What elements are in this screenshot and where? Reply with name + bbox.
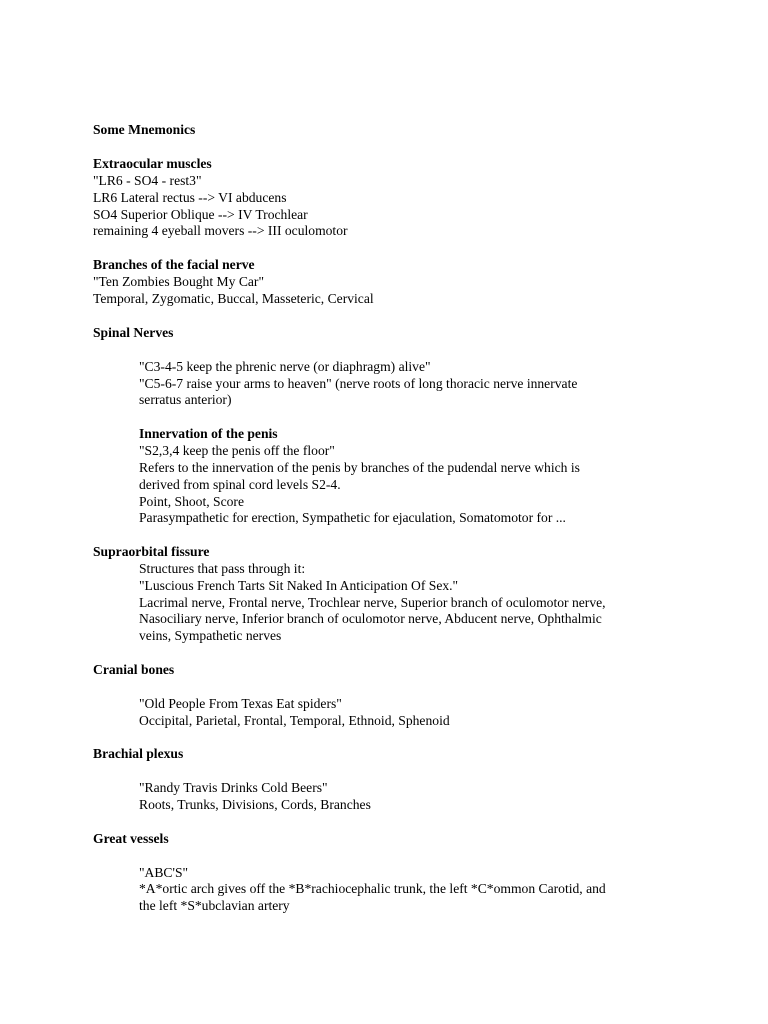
penis-line: "S2,3,4 keep the penis off the floor" (139, 443, 335, 458)
penis-line: Parasympathetic for erection, Sympathetic for ejaculation, Somatomotor for ... (139, 510, 566, 525)
supraorbital-line: "Luscious French Tarts Sit Naked In Anticipation Of Sex." (139, 578, 459, 593)
extraocular-line: LR6 Lateral rectus --> VI abducens (93, 190, 287, 205)
section-heading-spinal: Spinal Nerves (93, 325, 174, 340)
subsection-heading-penis: Innervation of the penis (139, 426, 278, 441)
cranial-line: "Old People From Texas Eat spiders" (139, 696, 342, 711)
supraorbital-line: veins, Sympathetic nerves (139, 628, 282, 643)
facial-line: Temporal, Zygomatic, Buccal, Masseteric, Cervical (93, 291, 374, 306)
vessels-line: *A*ortic arch gives off the *B*rachiocephalic trunk, the left *C*ommon Carotid, and (139, 881, 606, 896)
section-heading-brachial: Brachial plexus (93, 746, 184, 761)
section-heading-facial: Branches of the facial nerve (93, 257, 255, 272)
supraorbital-line: Structures that pass through it: (139, 561, 306, 576)
penis-line: Refers to the innervation of the penis by branches of the pudendal nerve which is (139, 460, 580, 475)
document-title: Some Mnemonics (93, 122, 196, 137)
vessels-line: the left *S*ubclavian artery (139, 898, 290, 913)
section-heading-cranial: Cranial bones (93, 662, 175, 677)
penis-line: derived from spinal cord levels S2-4. (139, 477, 341, 492)
spinal-line: "C5-6-7 raise your arms to heaven" (nerve roots of long thoracic nerve innervate (139, 376, 578, 391)
extraocular-line: SO4 Superior Oblique --> IV Trochlear (93, 207, 308, 222)
supraorbital-line: Lacrimal nerve, Frontal nerve, Trochlear nerve, Superior branch of oculomotor nerve, (139, 595, 606, 610)
brachial-line: "Randy Travis Drinks Cold Beers" (139, 780, 328, 795)
cranial-line: Occipital, Parietal, Frontal, Temporal, Ethnoid, Sphenoid (139, 713, 450, 728)
extraocular-line: "LR6 - SO4 - rest3" (93, 173, 202, 188)
spinal-line: "C3-4-5 keep the phrenic nerve (or diaphragm) alive" (139, 359, 431, 374)
extraocular-line: remaining 4 eyeball movers --> III oculomotor (93, 223, 348, 238)
facial-line: "Ten Zombies Bought My Car" (93, 274, 264, 289)
vessels-line: "ABC'S" (139, 865, 189, 880)
spinal-line: serratus anterior) (139, 392, 232, 407)
penis-line: Point, Shoot, Score (139, 494, 244, 509)
brachial-line: Roots, Trunks, Divisions, Cords, Branches (139, 797, 371, 812)
section-heading-vessels: Great vessels (93, 831, 169, 846)
section-heading-extraocular: Extraocular muscles (93, 156, 212, 171)
section-heading-supraorbital: Supraorbital fissure (93, 544, 210, 559)
supraorbital-line: Nasociliary nerve, Inferior branch of oculomotor nerve, Abducent nerve, Ophthalmic (139, 611, 602, 626)
